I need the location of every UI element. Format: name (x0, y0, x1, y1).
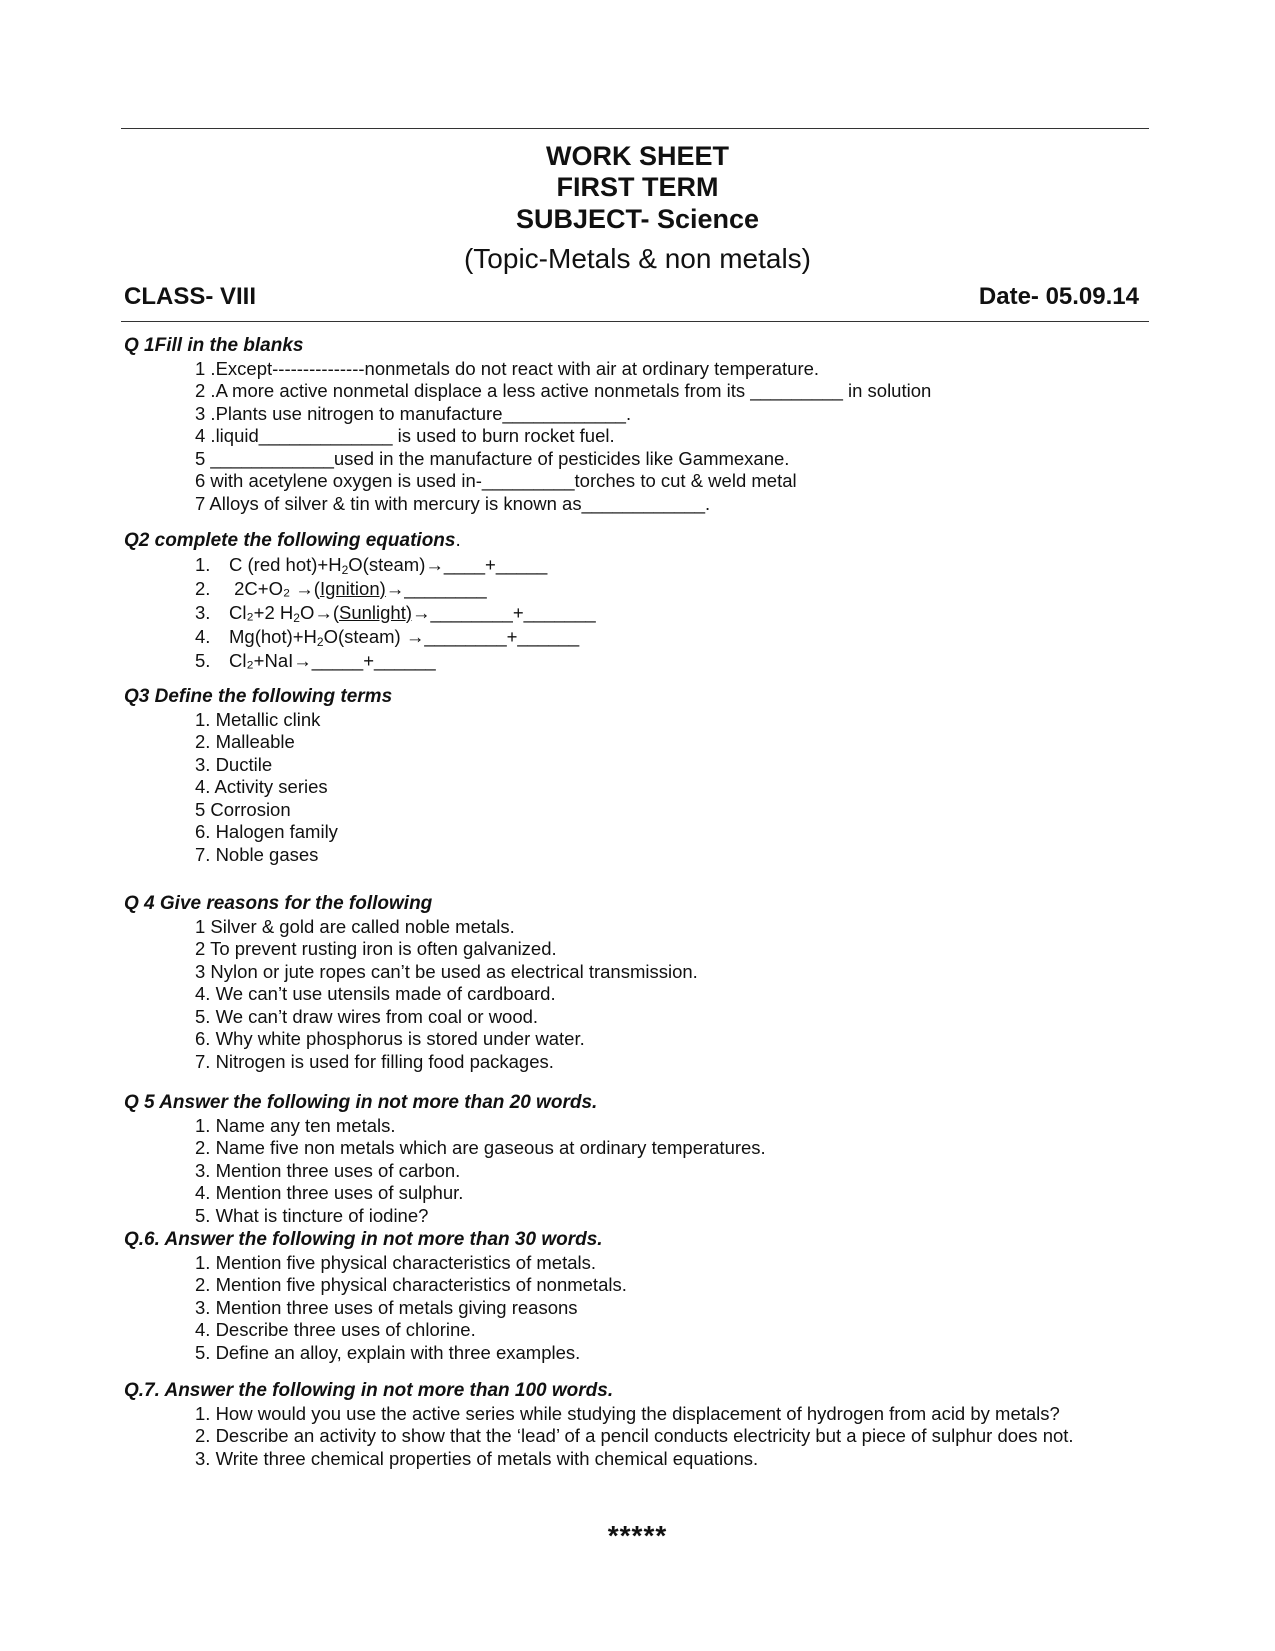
equation-number: 1. (195, 553, 211, 575)
subscript: 2 (341, 562, 349, 577)
list-item: 6 with acetylene oxygen is used in-_________torches to cut & weld metal (195, 470, 797, 491)
q7-heading: Q.7. Answer the following in not more than 100 words. (124, 1380, 614, 1401)
q2-section (124, 530, 1224, 673)
equation-item (195, 553, 1224, 577)
q2-heading-text: Q2 complete the following equations (124, 530, 456, 551)
class-label: CLASS- VIII (124, 283, 257, 310)
list-item: 1. Mention five physical characteristics of metals. (195, 1251, 596, 1273)
equation-text: 2C+O₂ →( (229, 577, 320, 599)
list-item: 5. What is tincture of iodine? (195, 1204, 429, 1226)
q2-list (124, 553, 1224, 673)
list-item: 3. Mention three uses of carbon. (195, 1159, 461, 1181)
q2-heading-period: . (455, 530, 461, 551)
top-rule (121, 128, 1149, 129)
subscript: 2 (293, 610, 300, 625)
worksheet-title: WORK SHEET (545, 141, 729, 171)
q1-section (124, 335, 1224, 515)
header-rule (121, 321, 1149, 322)
q4-heading: Q 4 Give reasons for the following (124, 893, 433, 914)
term-title: FIRST TERM (556, 172, 719, 202)
list-item: 7 Alloys of silver & tin with mercury is known as____________. (195, 492, 711, 514)
list-item: 1. How would you use the active series while studying the displacement of hydrogen from acid by metals? (195, 1402, 1060, 1424)
equation-item (195, 625, 1224, 649)
q4-section (124, 893, 1224, 1073)
list-item: 1. Metallic clink (195, 708, 321, 730)
list-item: 2 .A more active nonmetal displace a less active nonmetals from its _________ in solution (195, 380, 932, 401)
q3-heading: Q3 Define the following terms (124, 686, 393, 707)
list-item: 4. Activity series (195, 776, 328, 797)
list-item: 1 .Except---------------nonmetals do not react with air at ordinary temperature. (195, 357, 820, 379)
equation-item (195, 601, 1224, 625)
q2-heading (124, 530, 1224, 553)
list-item: 4 .liquid_____________ is used to burn rocket fuel. (195, 425, 615, 446)
equation-number: 4. (195, 625, 211, 647)
list-item: 7. Noble gases (195, 843, 319, 865)
list-item: 1 Silver & gold are called noble metals. (195, 915, 515, 937)
end-stars: ***** (607, 1520, 668, 1551)
list-item: 2 To prevent rusting iron is often galvanized. (195, 938, 557, 959)
list-item: 5. Define an alloy, explain with three examples. (195, 1341, 581, 1363)
list-item: 4. Describe three uses of chlorine. (195, 1319, 476, 1340)
list-item: 2. Name five non metals which are gaseous at ordinary temperatures. (195, 1137, 766, 1158)
q1-list (124, 358, 1224, 516)
list-item: 6. Why white phosphorus is stored under water. (195, 1028, 585, 1049)
list-item: 2. Malleable (195, 731, 295, 752)
list-item: 7. Nitrogen is used for filling food packages. (195, 1050, 554, 1072)
list-item: 5 Corrosion (195, 798, 291, 820)
equation-text: →________ (385, 577, 487, 599)
q4-list (124, 916, 1224, 1074)
q3-list (124, 709, 1224, 867)
equation-text: Cl₂+2 H (229, 601, 294, 623)
q3-section (124, 686, 1224, 866)
list-item: 3. Mention three uses of metals giving reasons (195, 1296, 578, 1318)
q5-section (124, 1092, 1224, 1227)
q5-list (124, 1115, 1224, 1228)
q5-heading: Q 5 Answer the following in not more than 20 words. (124, 1092, 598, 1113)
q6-section (124, 1229, 1224, 1364)
list-item: 3. Write three chemical properties of metals with chemical equations. (195, 1447, 759, 1469)
equation-text: O(steam) →________+______ (323, 625, 580, 647)
list-item: 6. Halogen family (195, 821, 338, 842)
list-item: 1. Name any ten metals. (195, 1114, 396, 1136)
list-item: 4. We can’t use utensils made of cardboard. (195, 983, 556, 1004)
list-item: 2. Mention five physical characteristics of nonmetals. (195, 1274, 627, 1295)
subscript: 2 (316, 634, 324, 649)
list-item: 5. We can’t draw wires from coal or wood. (195, 1005, 539, 1027)
date-label: Date- 05.09.14 (978, 283, 1139, 310)
list-item: 3 .Plants use nitrogen to manufacture____________. (195, 402, 632, 424)
equation-number: 3. (195, 601, 211, 623)
equation-text: →________+_______ (412, 601, 596, 623)
list-item: 3 Nylon or jute ropes can’t be used as electrical transmission. (195, 960, 698, 982)
list-item: 2. Describe an activity to show that the ‘lead’ of a pencil conducts electricity but a piece of sulphur does not. (195, 1425, 1074, 1446)
equation-text: C (red hot)+H (229, 553, 342, 575)
equation-text: O→( (299, 601, 339, 623)
q1-heading: Q 1Fill in the blanks (124, 335, 304, 356)
equation-condition: Sunlight) (339, 601, 413, 623)
q7-section (124, 1380, 1224, 1470)
equation-item (195, 577, 1224, 601)
q6-list (124, 1252, 1224, 1365)
list-item: 5 ____________used in the manufacture of pesticides like Gammexane. (195, 447, 790, 469)
equation-text: Mg(hot)+H (229, 625, 317, 647)
topic-title: (Topic-Metals & non metals) (463, 243, 811, 274)
equation-condition: Ignition) (319, 577, 386, 599)
equation-number: 2. (195, 577, 211, 599)
list-item: 4. Mention three uses of sulphur. (195, 1182, 464, 1203)
equation-text: Cl₂+NaI→_____+______ (229, 649, 436, 671)
subject-title: SUBJECT- Science (515, 204, 760, 234)
q7-list (124, 1403, 1224, 1471)
equation-item (195, 649, 1224, 673)
list-item: 3. Ductile (195, 753, 273, 775)
equation-number: 5. (195, 649, 211, 671)
equation-text: O(steam)→____+_____ (348, 553, 548, 575)
q6-heading: Q.6. Answer the following in not more than 30 words. (124, 1229, 603, 1250)
